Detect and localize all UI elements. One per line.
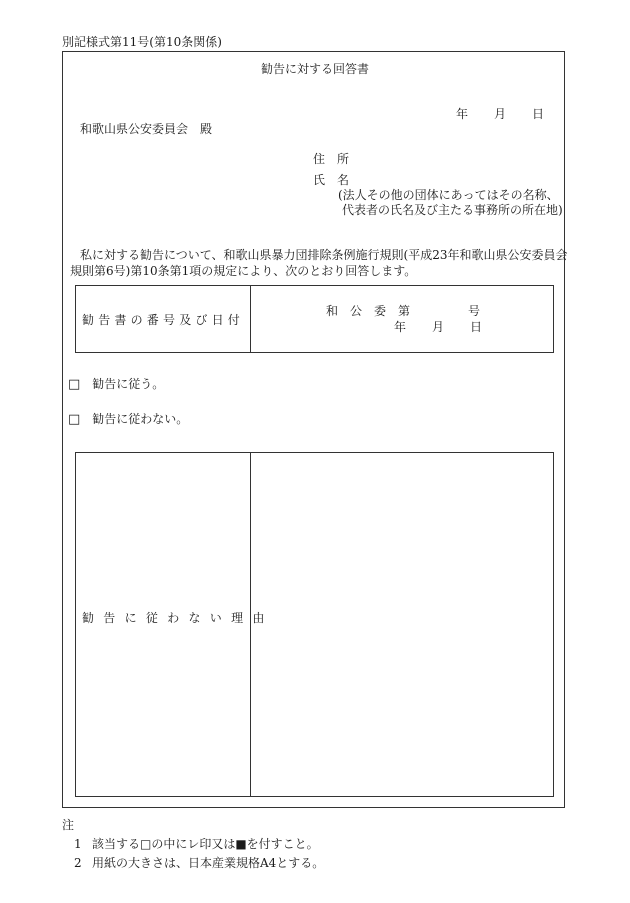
- option-comply-label: 勧告に従う。: [92, 377, 165, 391]
- recommendation-number-line[interactable]: [326, 305, 480, 317]
- note-item: [74, 857, 324, 869]
- option-not-comply[interactable]: [68, 413, 188, 426]
- note-number: 1: [74, 837, 82, 851]
- recommendation-year: 年: [394, 320, 407, 334]
- date-year: 年: [456, 107, 469, 121]
- recommendation-month: 月: [432, 320, 445, 334]
- recommendation-prefix: 和 公 委 第: [326, 304, 411, 318]
- note-number: 2: [74, 856, 82, 870]
- date-day: 日: [532, 107, 545, 121]
- note-item: [74, 838, 319, 850]
- name-note-line-1: (法人その他の団体にあってはその名称、: [338, 188, 559, 202]
- recommendation-day: 日: [470, 320, 483, 334]
- table-divider: [250, 286, 251, 352]
- recommendation-label: 勧告書の番号及び日付: [82, 313, 245, 327]
- option-not-comply-label: 勧告に従わない。: [92, 412, 189, 426]
- recommendation-number-suffix: 号: [468, 304, 481, 318]
- note-text: 該当する□の中にレ印又は■を付すこと。: [92, 837, 319, 851]
- name-label: 氏 名: [313, 173, 350, 187]
- form-number: 別記様式第11号(第10条関係): [62, 35, 222, 49]
- address-label: 住 所: [313, 152, 350, 166]
- notes-heading: 注: [62, 818, 75, 832]
- body-text-line-2: 規則第6号)第10条第1項の規定により、次のとおり回答します。: [70, 264, 417, 278]
- note-text: 用紙の大きさは、日本産業規格A4とする。: [92, 856, 325, 870]
- addressee: 和歌山県公安委員会 殿: [80, 122, 213, 136]
- date-line: [456, 108, 544, 120]
- reason-label: 勧告に従わない理由: [82, 611, 274, 625]
- name-note-line-2: 代表者の氏名及び主たる事務所の所在地): [342, 203, 563, 217]
- checkbox-comply[interactable]: □: [68, 377, 81, 392]
- body-text-line-1: 私に対する勧告について、和歌山県暴力団排除条例施行規則(平成23年和歌山県公安委員会: [80, 248, 568, 262]
- checkbox-not-comply[interactable]: □: [68, 412, 81, 427]
- recommendation-date-line[interactable]: [394, 321, 482, 333]
- date-month: 月: [494, 107, 507, 121]
- option-comply[interactable]: [68, 378, 164, 391]
- page-title: 勧告に対する回答書: [260, 62, 369, 76]
